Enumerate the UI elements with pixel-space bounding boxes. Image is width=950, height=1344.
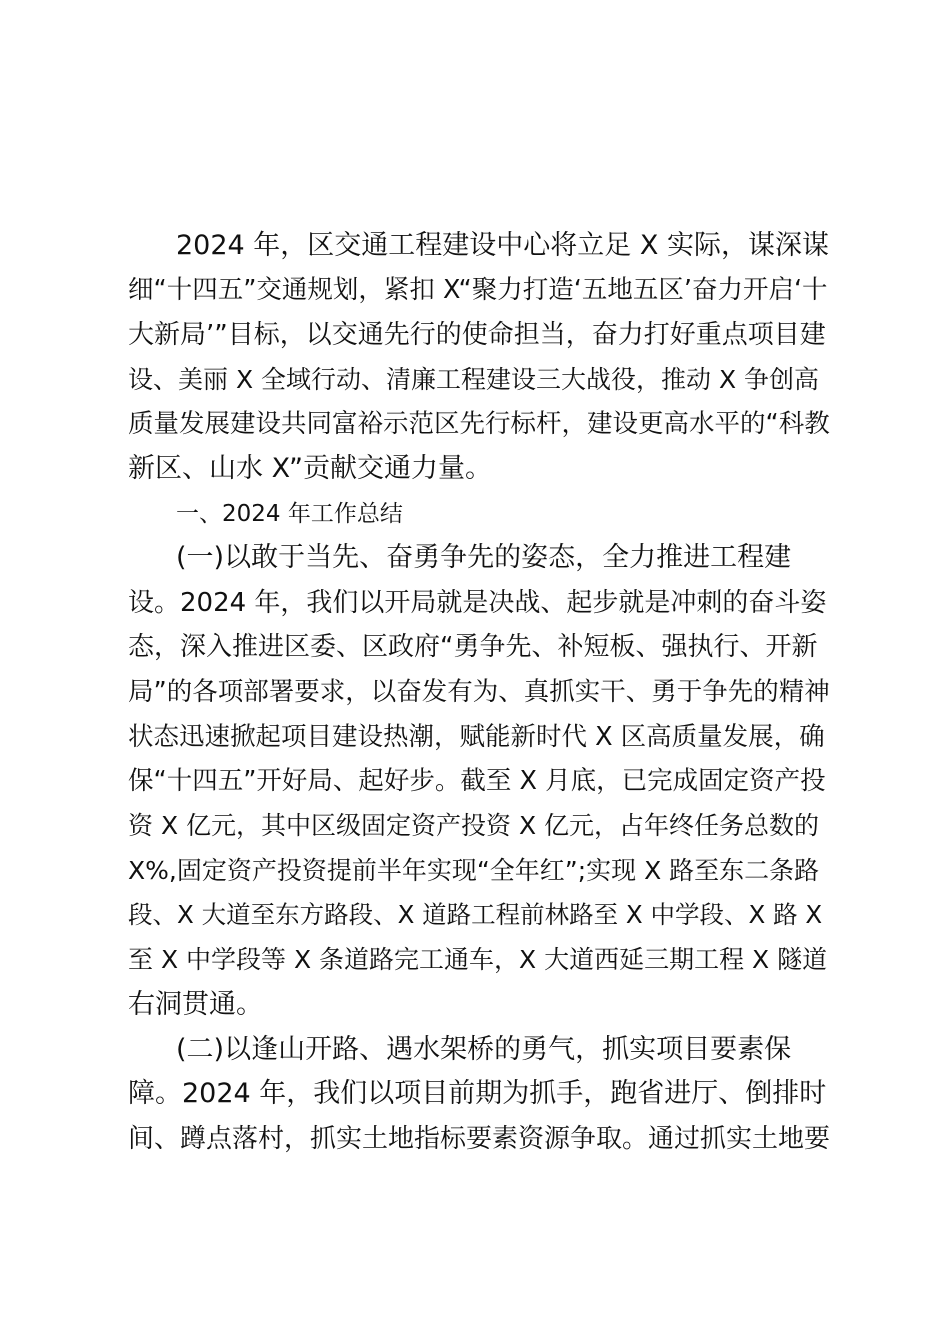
paragraph-3-line-2: 障。2024 年，我们以项目前期为抓手，跑省进厅、倒排时 (128, 1078, 827, 1109)
paragraph-1-line-3: 大新局’”目标，以交通先行的使命担当，奋力打好重点项目建 (128, 320, 826, 350)
paragraph-2-line-8: X%,固定资产投资提前半年实现“全年红”;实现 X 路至东二条路 (128, 856, 820, 885)
paragraph-2-line-9: 段、X 大道至东方路段、X 道路工程前林路至 X 中学段、X 路 X (128, 900, 823, 929)
paragraph-3-line-1: (二)以逢山开路、遇水架桥的勇气，抓实项目要素保 (176, 1034, 792, 1065)
paragraph-2-line-10: 至 X 中学段等 X 条道路完工通车，X 大道西延三期工程 X 隧道 (128, 945, 828, 974)
paragraph-1-line-2: 细“十四五”交通规划，紧扣 X“聚力打造‘五地五区’奋力开启‘十 (128, 275, 828, 305)
paragraph-2-line-4: 局”的各项部署要求，以奋发有为、真抓实干、勇于争先的精神 (128, 677, 830, 707)
paragraph-3-line-3: 间、蹲点落村，抓实土地指标要素资源争取。通过抓实土地要 (128, 1124, 831, 1154)
section-heading: 一、2024 年工作总结 (176, 501, 403, 527)
paragraph-2-line-11: 右洞贯通。 (128, 989, 263, 1020)
paragraph-1-line-5: 质量发展建设共同富裕示范区先行标杆，建设更高水平的“科教 (128, 409, 830, 439)
paragraph-2-line-1: (一)以敢于当先、奋勇争先的姿态，全力推进工程建 (176, 542, 792, 573)
paragraph-1-line-6: 新区、山水 X”贡献交通力量。 (128, 453, 492, 484)
paragraph-2-line-6: 保“十四五”开好局、起好步。截至 X 月底，已完成固定资产投 (128, 766, 826, 796)
paragraph-2-line-2: 设。2024 年，我们以开局就是决战、起步就是冲刺的奋斗姿 (128, 588, 827, 618)
paragraph-2-line-7: 资 X 亿元，其中区级固定资产投资 X 亿元，占年终任务总数的 (128, 811, 820, 840)
paragraph-2-line-5: 状态迅速掀起项目建设热潮，赋能新时代 X 区高质量发展，确 (128, 722, 825, 752)
paragraph-1-line-1: 2024 年，区交通工程建设中心将立足 X 实际，谋深谋 (176, 230, 829, 261)
paragraph-1-line-4: 设、美丽 X 全域行动、清廉工程建设三大战役，推动 X 争创高 (128, 365, 820, 394)
paragraph-2-line-3: 态，深入推进区委、区政府“勇争先、补短板、强执行、开新 (128, 632, 818, 662)
